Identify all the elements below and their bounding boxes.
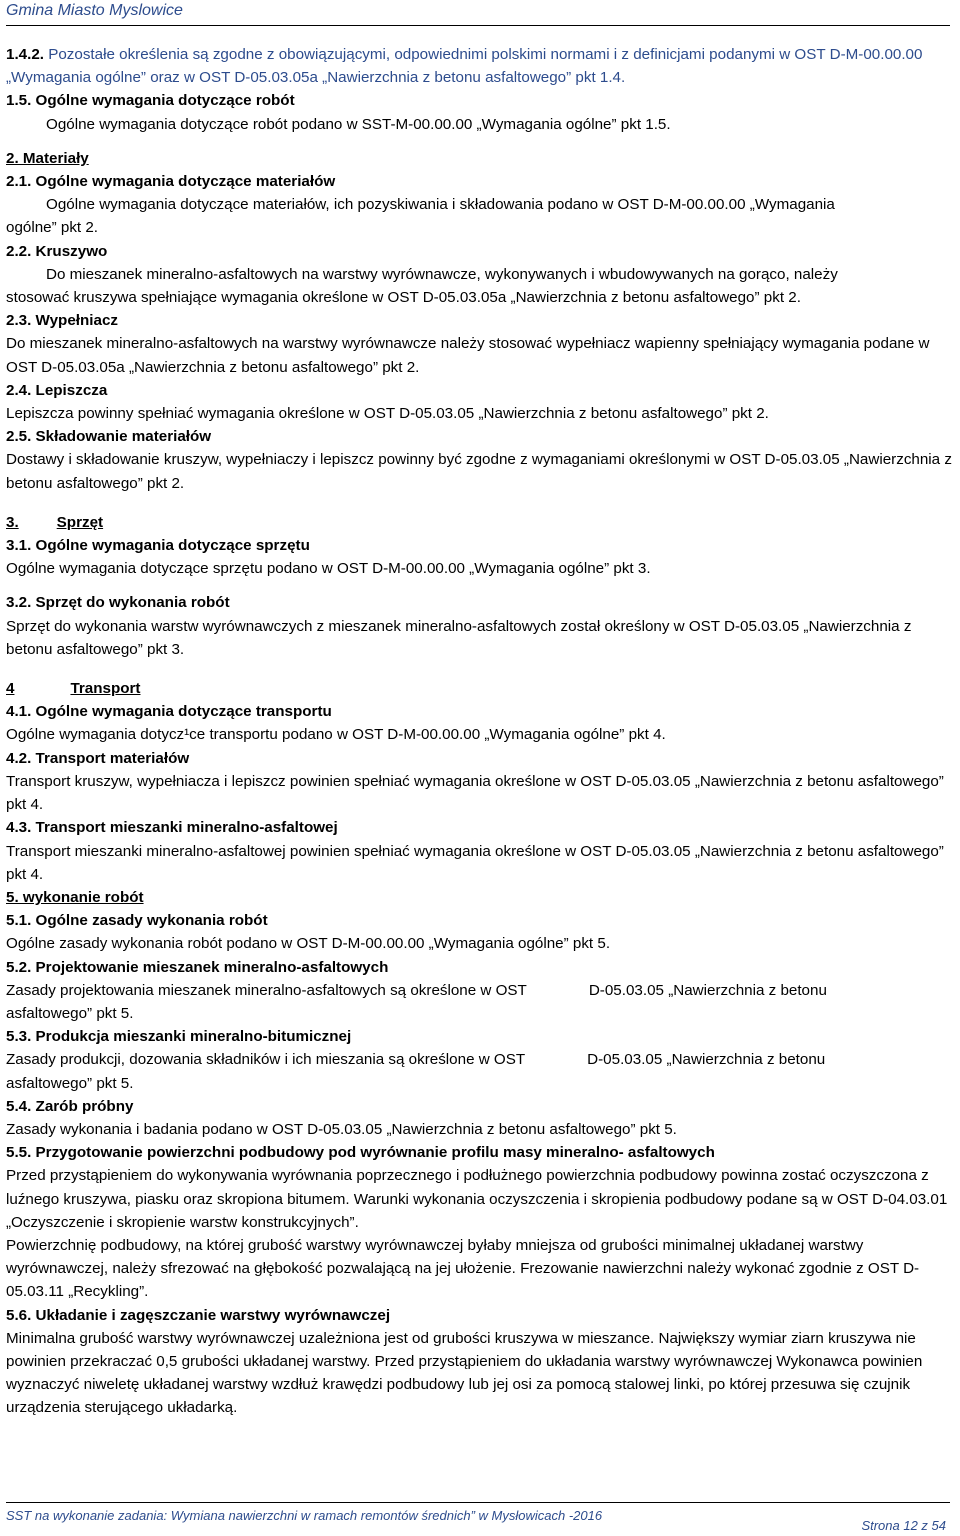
section-5-3-text	[6, 1048, 956, 1071]
section-2-1-heading: 2.1. Ogólne wymagania dotyczące materiałów	[6, 173, 336, 191]
section-5-4-heading: 5.4. Zarób próbny	[6, 1097, 134, 1115]
footer-document-title: SST na wykonanie zadania: Wymiana nawierzchni w ramach remontów średnich” w Mysłowicach -2016	[6, 1508, 603, 1523]
section-5-heading: 5. wykonanie robót	[6, 888, 144, 906]
section-1-5-heading: 1.5. Ogólne wymagania dotyczące robót	[6, 92, 295, 110]
section-2-3-heading: 2.3. Wypełniacz	[6, 312, 118, 330]
section-4-title: Transport	[70, 680, 141, 698]
section-3-2-heading: 3.2. Sprzęt do wykonania robót	[6, 594, 230, 612]
section-2-2-text: Do mieszanek mineralno-asfaltowych na warstwy wyrównawcze, wykonywanych i wbudowywanych na gorąco, należy	[46, 265, 838, 283]
section-4-2-heading: 4.2. Transport materiałów	[6, 749, 190, 767]
footer-page-number: Strona 12 z 54	[861, 1518, 946, 1533]
section-2-5-text: Dostawy i składowanie kruszyw, wypełniaczy i lepiszcz powinny być zgodne z wymaganiami określonymi w OST D-05.03.05 „Nawierzchnia z betonu asfaltowego” pkt 2.	[6, 451, 952, 492]
section-5-2-text	[6, 979, 956, 1002]
section-4-heading	[6, 677, 956, 700]
section-5-6-paragraph-1: Minimalna grubość warstwy wyrównawczej uzależniona jest od grubości kruszywa w mieszance. Największy wymiar ziarn kruszywa nie powinien przekraczać 0,5 grubości układanej warstwy. Przed przystąpieniem do układania warstwy wyrównawczej Wykonawca powinien wyznaczyć niweletę układanej warstwy wzdłuż krawędzi podbudowy lub jej osi za pomocą stalowej linki, po której przesuwa się czujnik urządzenia sterującego układarką.	[6, 1329, 923, 1417]
section-5-5-heading: 5.5. Przygotowanie powierzchni podbudowy pod wyrównanie profilu masy mineralno- asfaltowych	[6, 1144, 715, 1162]
section-5-2-heading: 5.2. Projektowanie mieszanek mineralno-asfaltowych	[6, 958, 389, 976]
section-4-1-text: Ogólne wymagania dotycz¹ce transportu podano w OST D-M-00.00.00 „Wymagania ogólne” pkt 4.	[6, 726, 666, 744]
section-4-3-heading: 4.3. Transport mieszanki mineralno-asfaltowej	[6, 819, 338, 837]
section-1-4-2-text: Pozostałe określenia są zgodne z obowiązującymi, odpowiednimi polskimi normami i z definicjami podanymi w OST D-M-00.00.00 „Wymagania ogólne” oraz w OST D-05.03.05a „Nawierzchnia z betonu asfaltowego” pkt 1.4.	[6, 46, 923, 87]
section-2-2-text-cont: stosować kruszywa spełniające wymagania określone w OST D-05.03.05a „Nawierzchnia z betonu asfaltowego” pkt 2.	[6, 289, 801, 307]
section-5-2-text-c: asfaltowego” pkt 5.	[6, 1004, 134, 1022]
section-5-6-heading: 5.6. Układanie i zagęszczanie warstwy wyrównawczej	[6, 1306, 391, 1324]
section-1-4-2	[6, 43, 956, 89]
section-2-3-text: Do mieszanek mineralno-asfaltowych na warstwy wyrównawcze należy stosować wypełniacz wapienny spełniający wymagania podane w OST D-05.03.05a „Nawierzchnia z betonu asfaltowego” pkt 2.	[6, 335, 930, 376]
section-3-heading	[6, 511, 956, 534]
section-5-4-text: Zasady wykonania i badania podano w OST D-05.03.05 „Nawierzchnia z betonu asfaltowego” pkt 5.	[6, 1120, 677, 1138]
section-2-4-heading: 2.4. Lepiszcza	[6, 381, 108, 399]
document-body	[6, 43, 956, 1420]
section-5-2-text-a: Zasady projektowania mieszanek mineralno-asfaltowych są określone w OST	[6, 981, 527, 999]
section-2-4-text: Lepiszcza powinny spełniać wymagania określone w OST D-05.03.05 „Nawierzchnia z betonu asfaltowego” pkt 2.	[6, 405, 769, 423]
section-5-3-text-b: D-05.03.05 „Nawierzchnia z betonu	[587, 1051, 826, 1069]
section-2-1-text: Ogólne wymagania dotyczące materiałów, ich pozyskiwania i składowania podano w OST D-M-00.00.00 „Wymagania	[46, 196, 835, 214]
section-3-1-text: Ogólne wymagania dotyczące sprzętu podano w OST D-M-00.00.00 „Wymagania ogólne” pkt 3.	[6, 560, 651, 578]
section-2-5-heading: 2.5. Składowanie materiałów	[6, 428, 212, 446]
section-4-1-heading: 4.1. Ogólne wymagania dotyczące transportu	[6, 703, 332, 721]
section-5-5-paragraph-1: Przed przystąpieniem do wykonywania wyrównania poprzecznego i podłużnego powierzchnia podbudowy powinna zostać oczyszczona z luźnego kruszywa, piasku oraz skropiona bitumem. Warunki wykonania oczyszczenia i skropienia podbudowy podane są w OST D-04.03.01 „Oczyszczenie i skropienie warstw konstrukcyjnych”.	[6, 1167, 948, 1231]
section-1-5-text: Ogólne wymagania dotyczące robót podano w SST-M-00.00.00 „Wymagania ogólne” pkt 1.5.	[46, 115, 671, 133]
section-5-5-paragraph-2: Powierzchnię podbudowy, na której grubość warstwy wyrównawczej byłaby mniejsza od grubości minimalnej układanej warstwy wyrównawczej, należy sfrezować na głębokość pozwalającą na jej ułożenie. Frezowanie nawierzchni należy wykonać zgodnie z OST D-05.03.11 „Recykling”.	[6, 1236, 920, 1301]
section-5-3-heading: 5.3. Produkcja mieszanki mineralno-bitumicznej	[6, 1028, 352, 1046]
section-5-3-text-c: asfaltowego” pkt 5.	[6, 1074, 134, 1092]
header-title: Gmina Miasto Myslowice	[6, 2, 183, 19]
header-divider	[6, 25, 950, 26]
section-4-3-text: Transport mieszanki mineralno-asfaltowej powinien spełniać wymagania określone w OST D-05.03.05 „Nawierzchnia z betonu asfaltowego” pkt 4.	[6, 842, 944, 883]
section-5-1-heading: 5.1. Ogólne zasady wykonania robót	[6, 912, 268, 930]
section-3-2-text: Sprzęt do wykonania warstw wyrównawczych z mieszanek mineralno-asfaltowych został określony w OST D-05.03.05 „Nawierzchnia z betonu asfaltowego” pkt 3.	[6, 617, 912, 658]
footer-divider	[6, 1502, 950, 1503]
section-3-number: 3.	[6, 513, 19, 531]
section-2-2-heading: 2.2. Kruszywo	[6, 242, 108, 260]
section-4-number: 4	[6, 680, 15, 698]
section-5-1-text: Ogólne zasady wykonania robót podano w OST D-M-00.00.00 „Wymagania ogólne” pkt 5.	[6, 935, 611, 953]
section-5-2-text-b: D-05.03.05 „Nawierzchnia z betonu	[588, 981, 827, 999]
section-1-4-2-number: 1.4.2.	[6, 46, 44, 63]
section-2-1-text-cont: ogólne” pkt 2.	[6, 219, 99, 237]
section-3-title: Sprzęt	[56, 513, 104, 531]
section-3-1-heading: 3.1. Ogólne wymagania dotyczące sprzętu	[6, 537, 310, 555]
section-5-3-text-a: Zasady produkcji, dozowania składników i ich mieszania są określone w OST	[6, 1051, 526, 1069]
section-2-heading: 2. Materiały	[6, 149, 89, 167]
section-4-2-text: Transport kruszyw, wypełniacza i lepiszcz powinien spełniać wymagania określone w OST D-05.03.05 „Nawierzchnia z betonu asfaltowego” pkt 4.	[6, 772, 944, 814]
